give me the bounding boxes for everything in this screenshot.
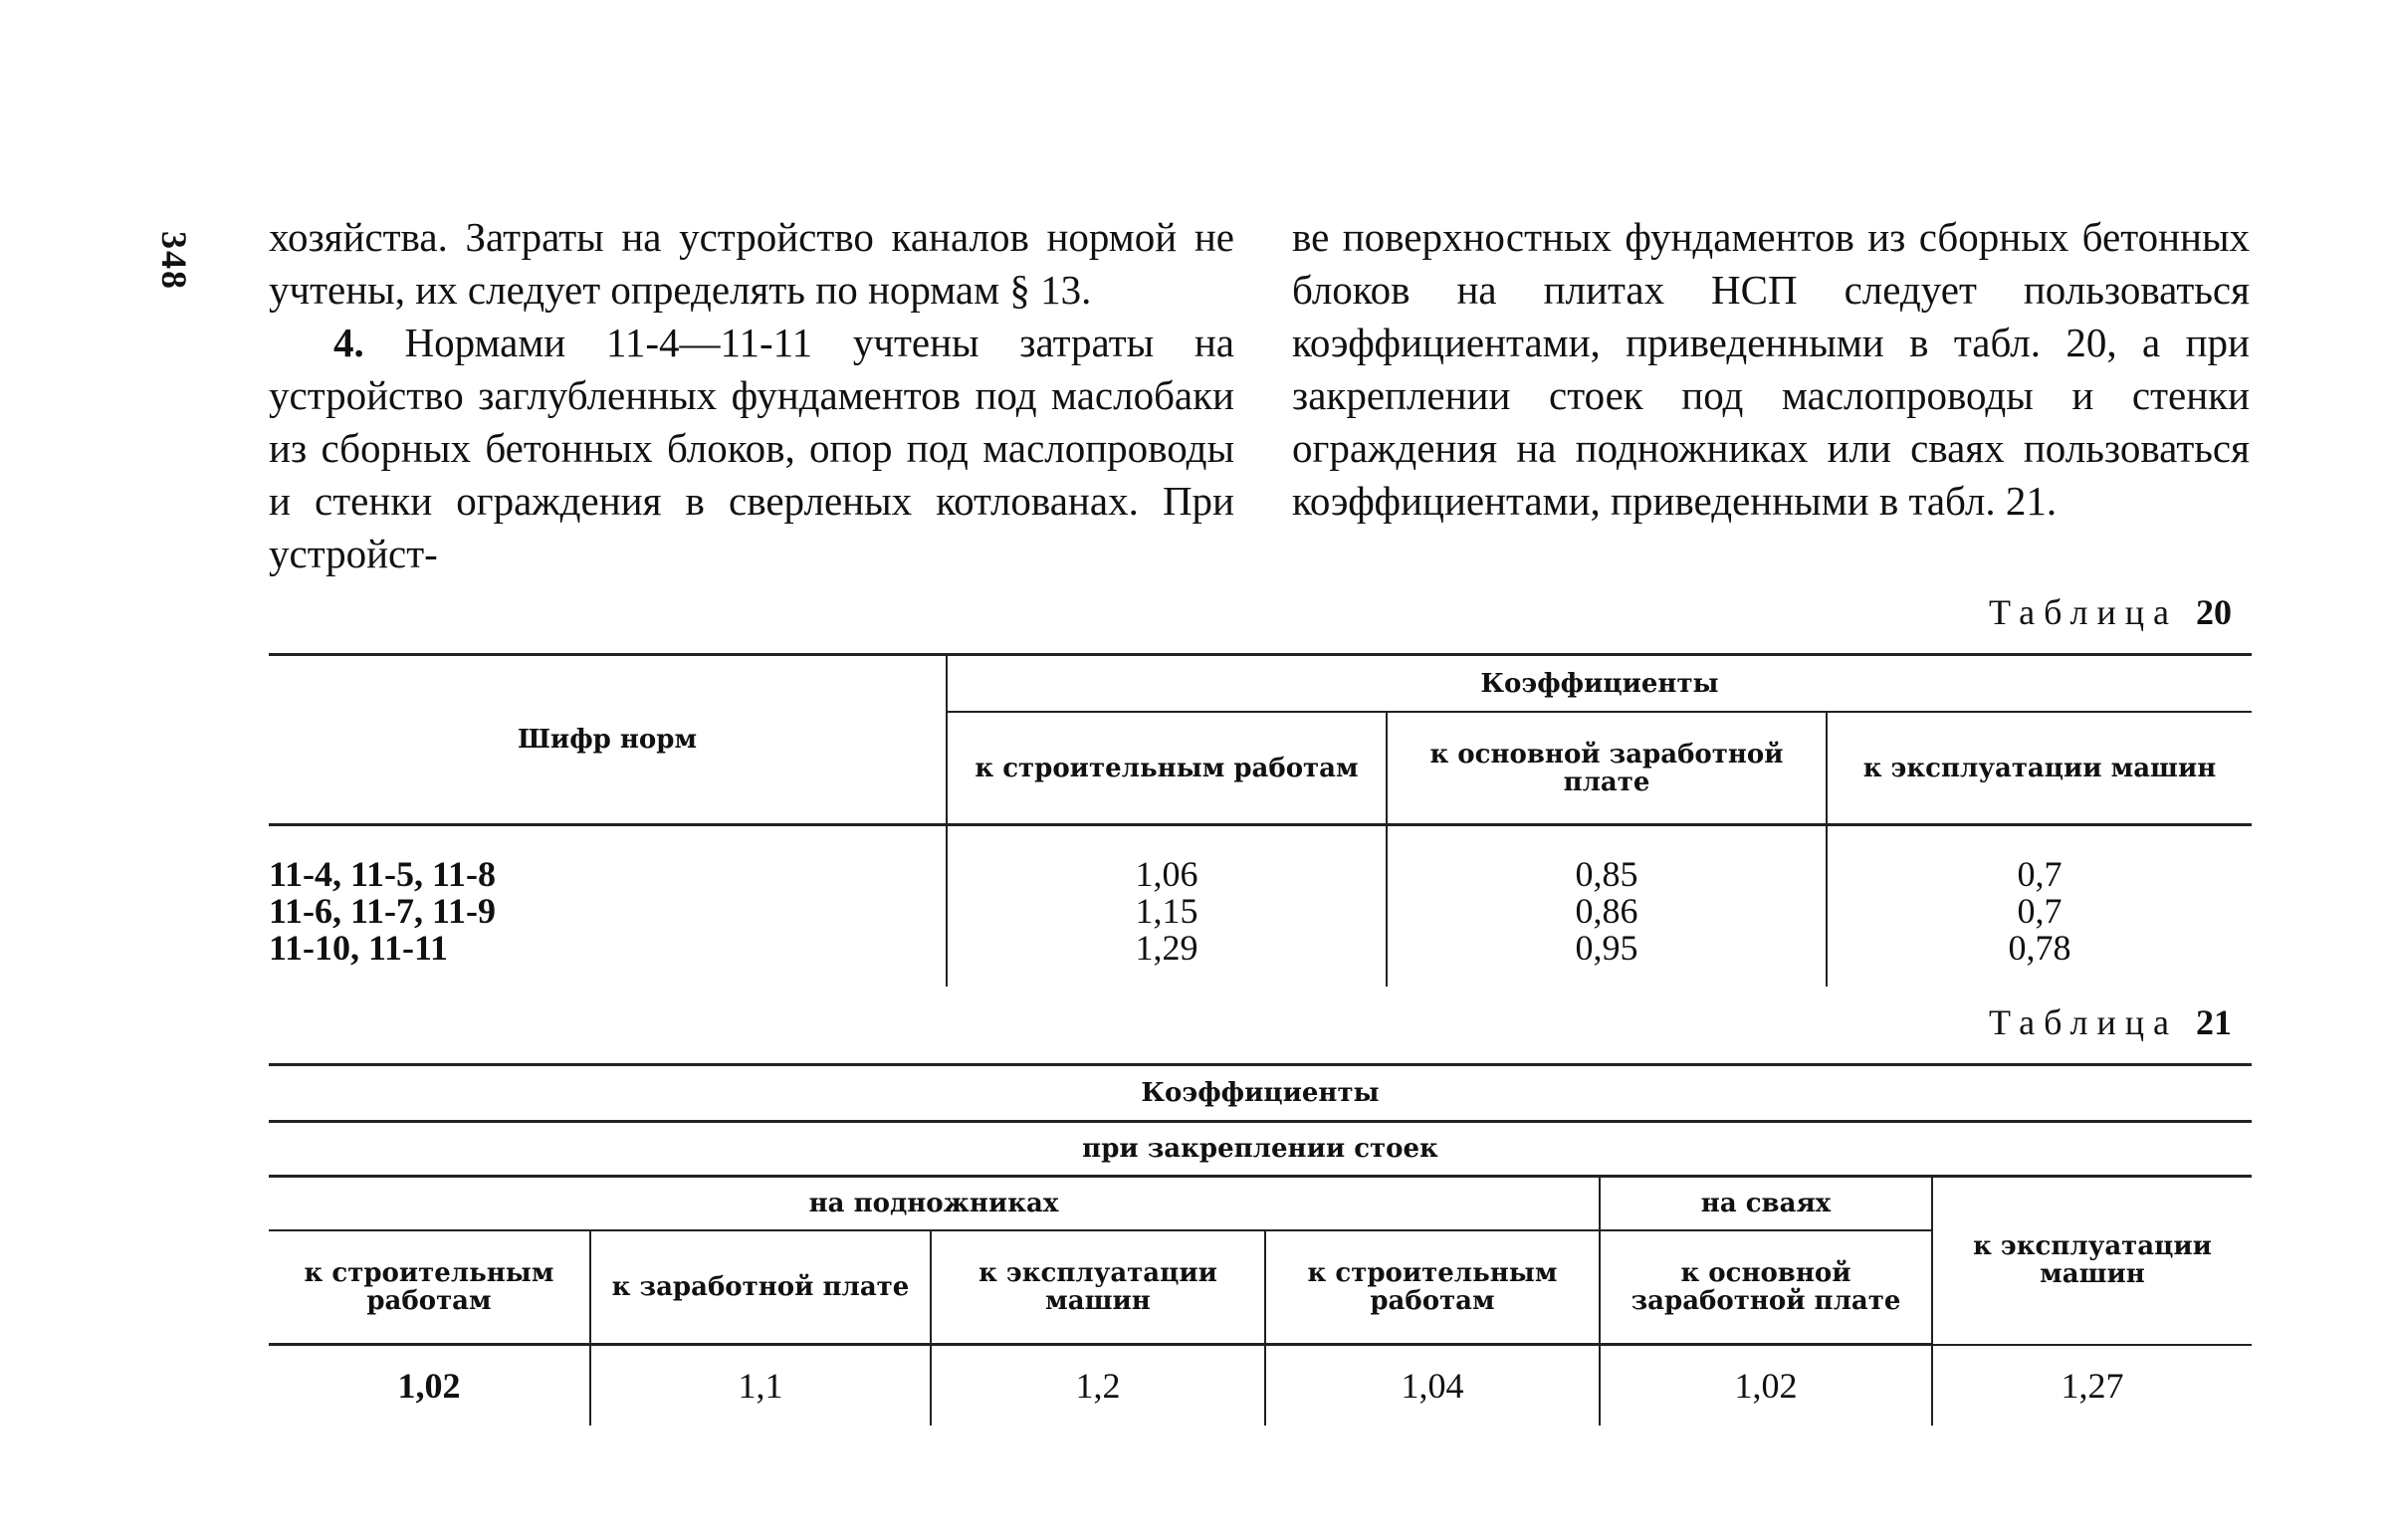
header-build-works: к строительным работам (947, 712, 1387, 824)
table-20-caption (1989, 591, 2232, 633)
table-caption-number: 21 (2195, 1002, 2232, 1042)
header-shifr-norm: Шифр норм (269, 655, 947, 825)
table-row (269, 825, 2252, 988)
paragraph-continued: ве поверхностных фундаментов из сборных бетонных блоков на плитах НСП следует пользоваться коэффициентами, приведенными в табл. 20, а при закреплении стоек под маслопроводы и стенки ограждения на подножниках или сваях пользоваться коэффициентами, приведенными в табл. 21. (1292, 214, 2250, 524)
table-21 (269, 1063, 2252, 1426)
header-salary-footings: к заработной плате (590, 1230, 931, 1345)
header-build-works-piles: к строительным работам (1265, 1230, 1600, 1345)
header-fixing-posts: при закреплении стоек (269, 1122, 2252, 1177)
header-coefficients: Коэффициенты (947, 655, 2252, 713)
table-caption-number: 20 (2195, 592, 2232, 632)
header-build-works-footings: к строительным работам (269, 1230, 590, 1345)
header-machine-use: к эксплуатации машин (1827, 712, 2252, 824)
paragraph-4-text: Нормами 11-4—11-11 учтены затраты на устройство заглубленных фундаментов под маслобаки из сборных бетонных блоков, опор под маслопроводы и стенки ограждения в сверленых котлованах. При устройст- (269, 320, 1235, 576)
value-cell: 1,02 (1600, 1345, 1932, 1427)
table-row (269, 1345, 2252, 1427)
paragraph-number: 4. (333, 320, 364, 365)
table-20 (269, 653, 2252, 987)
left-text-column (269, 211, 1234, 580)
header-main-salary-piles: к основной заработной плате (1600, 1230, 1932, 1345)
table-caption-word: Таблица (1989, 592, 2178, 632)
value-cell: 1,27 (1932, 1345, 2252, 1427)
header-machine-use-footings: к эксплуатации машин (931, 1230, 1265, 1345)
table-21-caption (1989, 1001, 2232, 1043)
machine-use-cell: 0,7 0,7 0,78 (1827, 825, 2252, 988)
shifr-cell: 11-4, 11-5, 11-8 11-6, 11-7, 11-9 11-10, 11-11 (269, 825, 947, 988)
page-number: 348 (154, 231, 194, 291)
main-salary-cell: 0,85 0,86 0,95 (1387, 825, 1827, 988)
right-text-column (1292, 211, 2250, 528)
header-coefficients: Коэффициенты (269, 1065, 2252, 1122)
build-works-cell: 1,06 1,15 1,29 (1135, 854, 1198, 968)
value-cell: 1,2 (931, 1345, 1265, 1427)
header-on-footings: на подножниках (269, 1177, 1600, 1231)
value-cell: 1,04 (1265, 1345, 1600, 1427)
paragraph-4 (269, 317, 1234, 580)
value-cell: 1,02 (397, 1366, 461, 1406)
value-cell: 1,1 (590, 1345, 931, 1427)
table-caption-word: Таблица (1989, 1002, 2178, 1042)
header-main-salary: к основной заработной плате (1387, 712, 1827, 824)
header-on-piles: на сваях (1600, 1177, 1932, 1231)
header-machine-use-all: к эксплуатации машин (1932, 1177, 2252, 1345)
paragraph-continuation: хозяйства. Затраты на устройство каналов нормой не учтены, их следует определять по нормам § 13. (269, 214, 1234, 313)
